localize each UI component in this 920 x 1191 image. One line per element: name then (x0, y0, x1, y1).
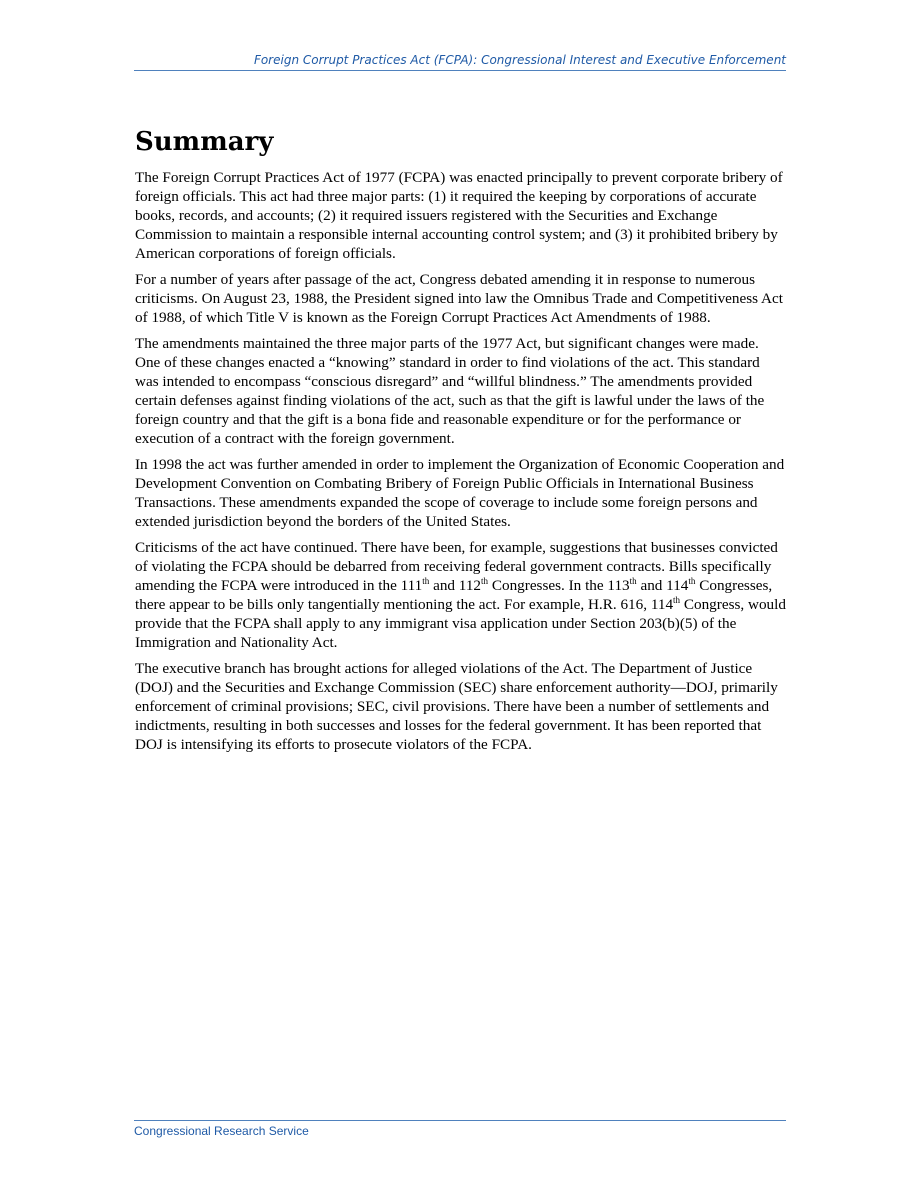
paragraph-5-text: Congress, would provide that the FCPA shall apply to any immigrant visa application under Section 203(b)(5) of the Immigration and Nationality Act. (135, 596, 786, 651)
paragraph-1: The Foreign Corrupt Practices Act of 1977 (FCPA) was enacted principally to prevent corporate bribery of foreign officials. This act had three major parts: (1) it required the keeping by corporations of accurate books, records, and accounts; (2) it required issuers registered with the Securities and Exchange Commission to maintain a responsible internal accounting control system; and (3) it prohibited bribery by American corporations of foreign officials. (135, 169, 783, 262)
paragraph-5-text: Congresses, there appear to be bills only tangentially mentioning the act. For example, H.R. 616, 114 (135, 577, 773, 613)
running-title: Foreign Corrupt Practices Act (FCPA): Congressional Interest and Executive Enforcement (253, 53, 786, 67)
ordinal-suffix: th (673, 595, 681, 605)
paragraph-5-text: Congresses. In the 113 (488, 577, 630, 594)
paragraph-4: In 1998 the act was further amended in order to implement the Organization of Economic Cooperation and Development Convention on Combating Bribery of Foreign Public Officials in International Business Transactions. These amendments expanded the scope of coverage to include some foreign persons and extended jurisdiction beyond the borders of the United States. (135, 456, 785, 530)
summary-section (135, 122, 787, 761)
paragraph-3: The amendments maintained the three major parts of the 1977 Act, but significant changes were made. One of these changes enacted a “knowing” standard in order to find violations of the act. This standard was intended to encompass “conscious disregard” and “willful blindness.” The amendments provided certain defenses against finding violations of the act, such as that the gift is lawful under the laws of the foreign country and that the gift is a bona fide and reasonable expenditure or for the performance or execution of a contract with the foreign government. (135, 335, 765, 447)
ordinal-suffix: th (481, 576, 489, 586)
ordinal-suffix: th (688, 576, 696, 586)
paragraph-5 (135, 538, 787, 652)
paragraph-5-text: and 114 (636, 577, 689, 594)
paragraph-6: The executive branch has brought actions for alleged violations of the Act. The Department of Justice (DOJ) and the Securities and Exchange Commission (SEC) share enforcement authority—DOJ, primarily enforcement of criminal provisions; SEC, civil provisions. There have been a number of settlements and indictments, resulting in both successes and losses for the federal government. It has been reported that DOJ is intensifying its efforts to prosecute violators of the FCPA. (135, 660, 778, 753)
running-header (134, 52, 786, 71)
section-heading: Summary (135, 127, 274, 157)
ordinal-suffix: th (629, 576, 637, 586)
paragraph-5-text: Criticisms of the act have continued. There have been, for example, suggestions that businesses convicted of violating the FCPA should be debarred from receiving federal government contracts. Bills specifically amending the FCPA were introduced in the 111 (135, 539, 778, 594)
ordinal-suffix: th (422, 576, 430, 586)
paragraph-2: For a number of years after passage of the act, Congress debated amending it in response to numerous criticisms. On August 23, 1988, the President signed into law the Omnibus Trade and Competitiveness Act of 1988, of which Title V is known as the Foreign Corrupt Practices Act Amendments of 1988. (135, 271, 783, 326)
publisher-name: Congressional Research Service (134, 1124, 309, 1138)
paragraph-5-text: and 112 (429, 577, 482, 594)
page-footer (134, 1120, 786, 1139)
